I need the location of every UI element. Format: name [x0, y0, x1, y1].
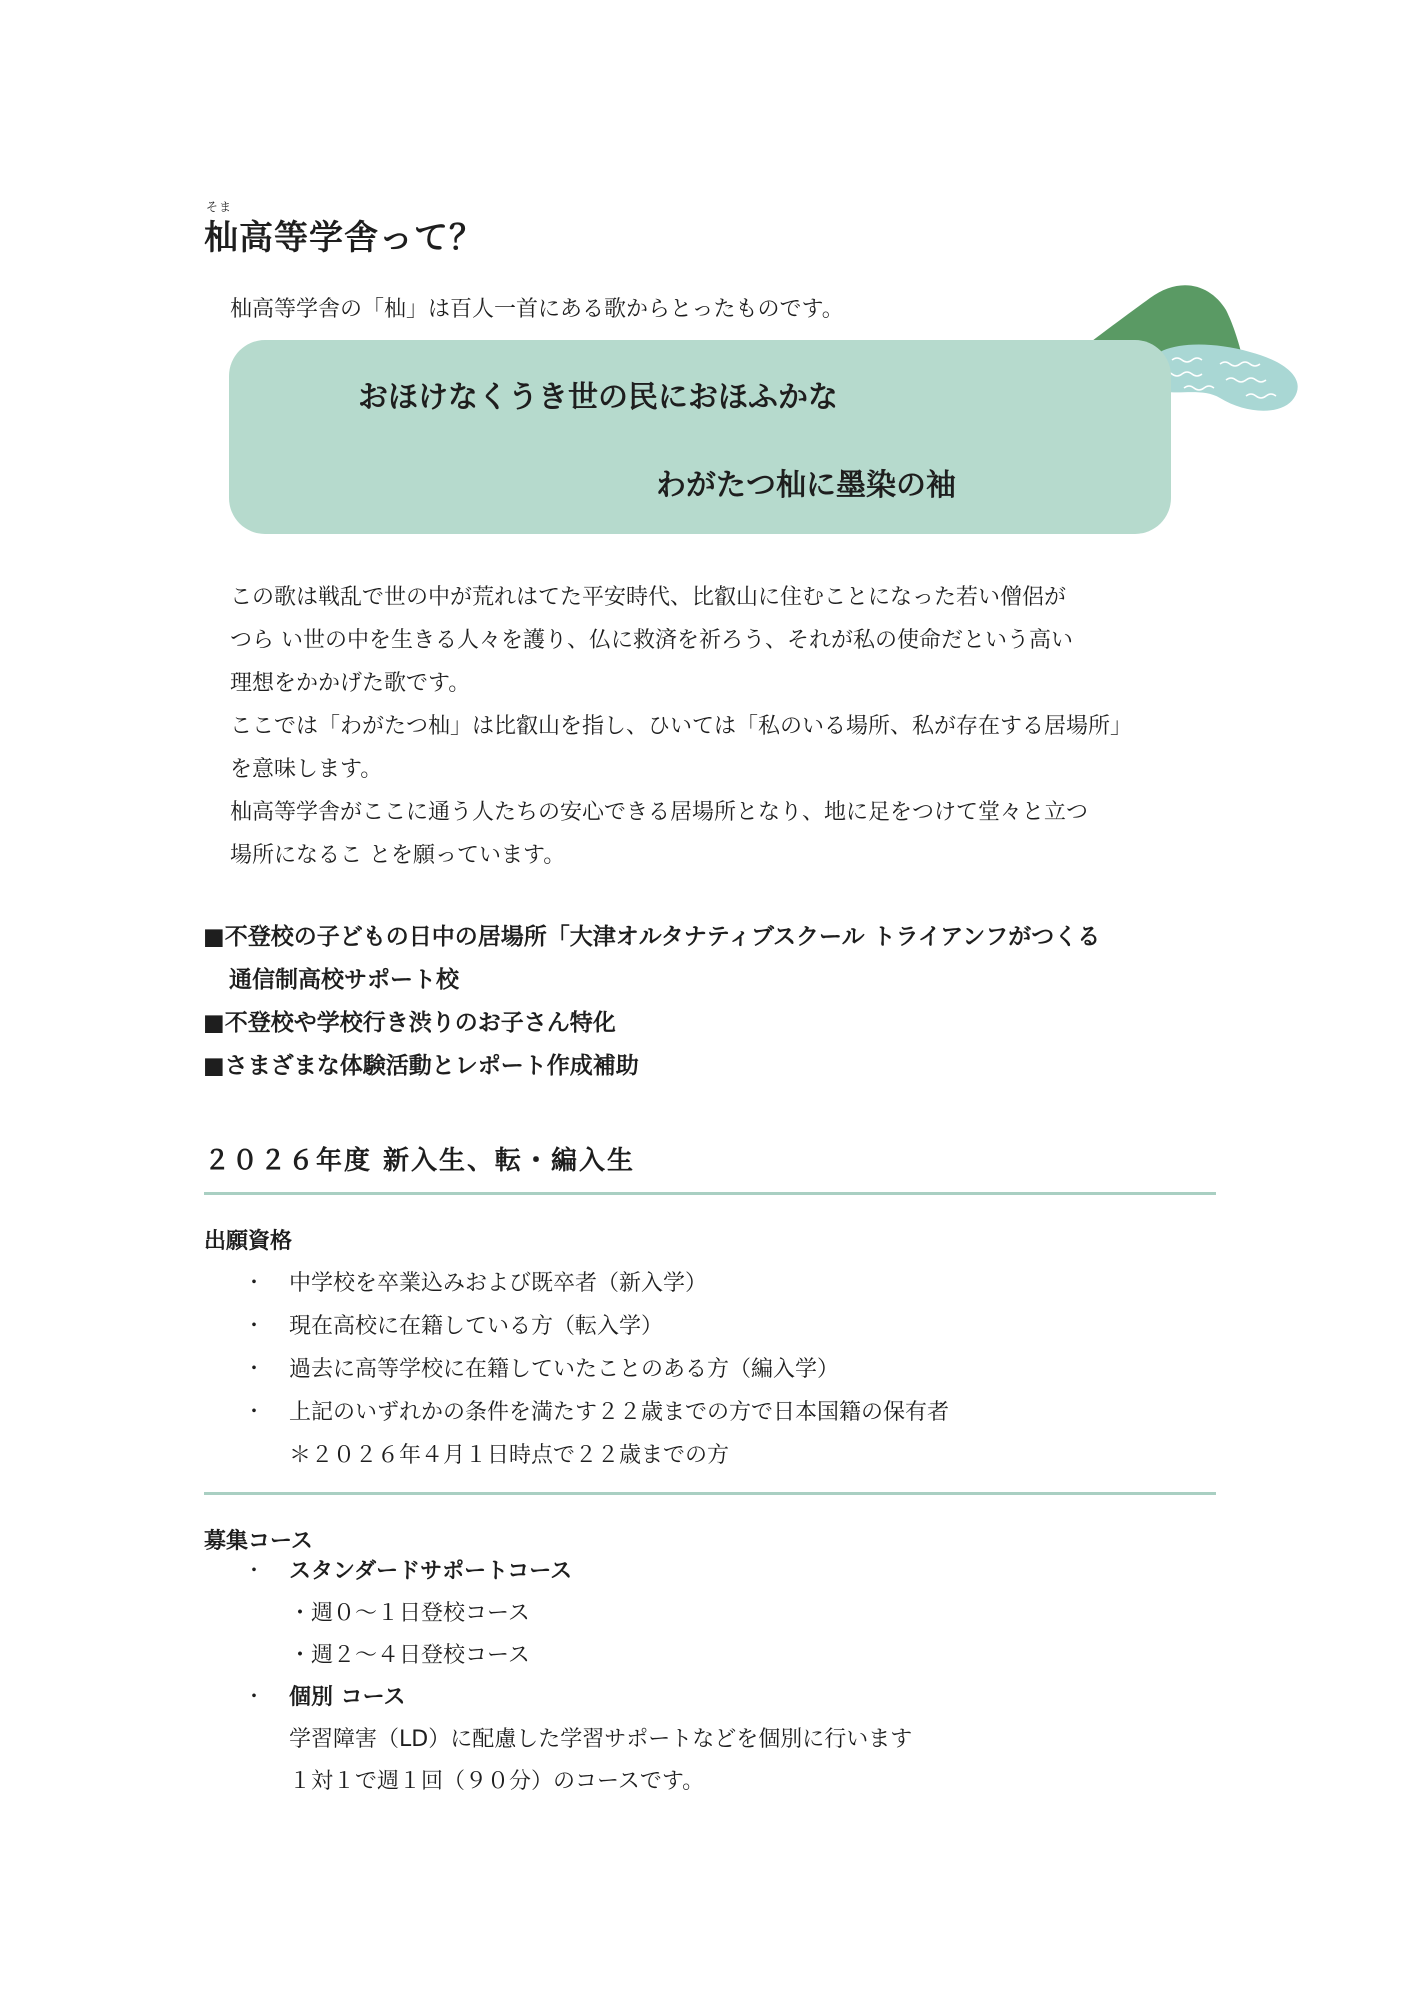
feature-item: ■不登校の子どもの日中の居場所「大津オルタナティブスクール トライアンフがつくる — [203, 924, 1101, 950]
body-line: 場所になるこ とを願っています。 — [230, 843, 566, 868]
bullet-icon: ・ — [244, 1684, 264, 1708]
page-title: 杣高等学舎って？ — [204, 218, 484, 258]
body-line: 杣高等学舎がここに通う人たちの安心できる居場所となり、地に足をつけて堂々と立つ — [230, 800, 1089, 825]
body-line: 理想をかかげた歌です。 — [230, 671, 471, 696]
eligibility-title: 出願資格 — [204, 1229, 293, 1254]
course-name: スタンダードサポートコース — [289, 1559, 573, 1584]
course-name: 個別 コース — [289, 1685, 406, 1710]
course-option: ・週０～１日登校コース — [289, 1601, 530, 1626]
poem-box — [229, 340, 1171, 534]
bullet-icon: ・ — [244, 1270, 264, 1294]
course-option: ・週２～４日登校コース — [289, 1643, 530, 1668]
feature-item: ■さまざまな体験活動とレポート作成補助 — [203, 1053, 639, 1079]
course-item — [244, 1680, 912, 1722]
section-divider — [204, 1192, 1216, 1195]
intro-text: 杣高等学舎の「杣」は百人一首にある歌からとったものです。 — [230, 297, 844, 322]
title-ruby: そま — [206, 200, 233, 214]
list-item — [244, 1309, 729, 1352]
list-item — [244, 1395, 950, 1438]
course-description: 学習障害（LD）に配慮した学習サポートなどを個別に行います — [289, 1727, 913, 1752]
courses-title: 募集コース — [204, 1529, 313, 1554]
body-line: つら い世の中を生きる人々を護り、仏に救済を祈ろう、それが私の使命だという高い — [230, 628, 1073, 653]
list-item-text: 過去に高等学校に在籍していたことのある方（編入学） — [289, 1357, 840, 1382]
list-item-text: 中学校を卒業込みおよび既卒者（新入学） — [289, 1271, 708, 1296]
body-line: を意味します。 — [230, 757, 383, 782]
list-item-text: 現在高校に在籍している方（転入学） — [289, 1314, 664, 1339]
feature-item-continuation: 通信制高校サポート校 — [229, 967, 459, 993]
eligibility-list — [244, 1266, 950, 1481]
course-list — [244, 1554, 912, 1806]
feature-list — [203, 916, 1100, 1088]
list-item — [244, 1352, 840, 1395]
body-line: この歌は戦乱で世の中が荒れはてた平安時代、比叡山に住むことになった若い僧侶が — [230, 585, 1067, 610]
bullet-icon: ・ — [244, 1399, 264, 1423]
poem-explanation — [230, 576, 1270, 877]
poem-line-2: わがたつ杣に墨染の袖 — [656, 468, 956, 503]
list-item-text: 上記のいずれかの条件を満たす２２歳までの方で日本国籍の保有者 — [289, 1400, 950, 1425]
bullet-icon: ・ — [244, 1356, 264, 1380]
course-item — [244, 1554, 912, 1596]
admission-section-title: ２０２６年度 新入生、転・編入生 — [204, 1146, 636, 1176]
body-line: ここでは「わがたつ杣」は比叡山を指し、ひいては「私のいる場所、私が存在する居場所」 — [230, 714, 1133, 739]
feature-item: ■不登校や学校行き渋りのお子さん特化 — [203, 1010, 616, 1036]
section-divider — [204, 1492, 1216, 1495]
course-description: １対１で週１回（９０分）のコースです。 — [289, 1769, 705, 1794]
eligibility-note: ＊２０２６年４月１日時点で２２歳までの方 — [289, 1443, 730, 1468]
bullet-icon: ・ — [244, 1558, 264, 1582]
poem-line-1: おほけなくうき世の民におほふかな — [358, 380, 838, 415]
bullet-icon: ・ — [244, 1313, 264, 1337]
list-item — [244, 1266, 729, 1309]
